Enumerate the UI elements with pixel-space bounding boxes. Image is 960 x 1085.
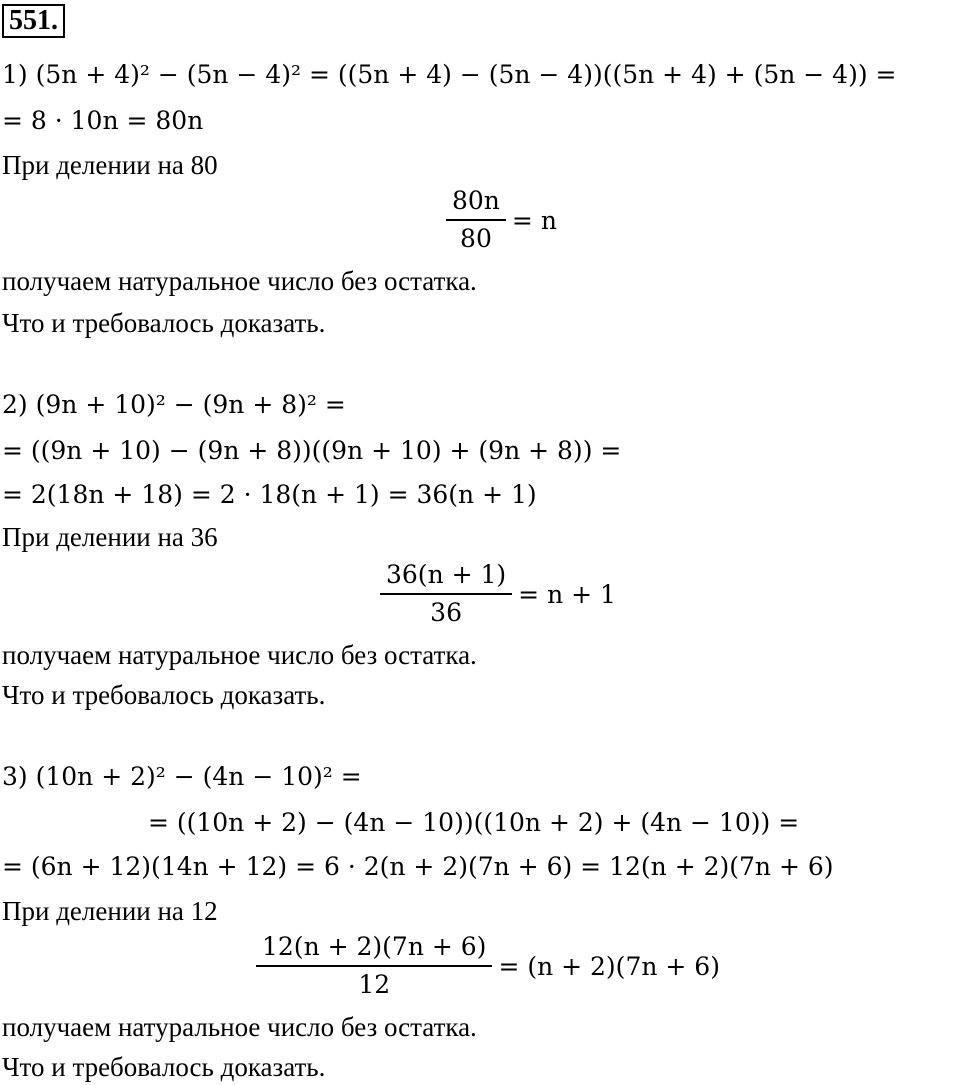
problem-number: 551.	[2, 4, 65, 38]
part2-equation-line-3: = 2(18n + 18) = 2 · 18(n + 1) = 36(n + 1)	[2, 480, 537, 509]
part1-equation-line-1: 1) (5n + 4)² − (5n − 4)² = ((5n + 4) − (5n − 4))((5n + 4) + (5n − 4)) =	[2, 60, 897, 89]
part1-conclusion: получаем натуральное число без остатка.	[2, 266, 477, 296]
part2-qed: Что и требовалось доказать.	[2, 680, 326, 710]
part1-numerator: 80n	[446, 186, 506, 221]
part1-fraction-equation	[446, 186, 557, 254]
part2-denominator: 36	[430, 598, 462, 627]
part3-fraction-equation	[256, 932, 720, 1000]
part2-fraction	[380, 560, 512, 628]
part1-fraction	[446, 186, 506, 254]
part3-numerator: 12(n + 2)(7n + 6)	[256, 932, 492, 967]
part3-equation-line-2: = ((10n + 2) − (4n − 10))((10n + 2) + (4n − 10)) =	[148, 808, 800, 837]
part3-qed: Что и требовалось доказать.	[2, 1052, 326, 1082]
part2-conclusion: получаем натуральное число без остатка.	[2, 640, 477, 670]
part3-division-text: При делении на 12	[2, 896, 218, 926]
part3-equation-line-1: 3) (10n + 2)² − (4n − 10)² =	[2, 762, 362, 791]
part3-equation-line-3: = (6n + 12)(14n + 12) = 6 · 2(n + 2)(7n + 6) = 12(n + 2)(7n + 6)	[2, 852, 834, 881]
part2-fraction-result: = n + 1	[518, 579, 616, 609]
part2-numerator: 36(n + 1)	[380, 560, 512, 595]
part2-fraction-equation	[380, 560, 616, 628]
part1-denominator: 80	[460, 224, 492, 253]
part3-fraction	[256, 932, 492, 1000]
part1-equation-line-2: = 8 · 10n = 80n	[2, 106, 204, 135]
part3-conclusion: получаем натуральное число без остатка.	[2, 1012, 477, 1042]
part1-qed: Что и требовалось доказать.	[2, 308, 326, 338]
part3-denominator: 12	[358, 970, 391, 999]
part3-fraction-result: = (n + 2)(7n + 6)	[498, 951, 720, 981]
part2-equation-line-1: 2) (9n + 10)² − (9n + 8)² =	[2, 390, 346, 419]
part2-division-text: При делении на 36	[2, 522, 218, 552]
part1-fraction-result: = n	[511, 205, 557, 235]
part2-equation-line-2: = ((9n + 10) − (9n + 8))((9n + 10) + (9n + 8)) =	[2, 436, 622, 465]
part1-division-text: При делении на 80	[2, 150, 218, 180]
